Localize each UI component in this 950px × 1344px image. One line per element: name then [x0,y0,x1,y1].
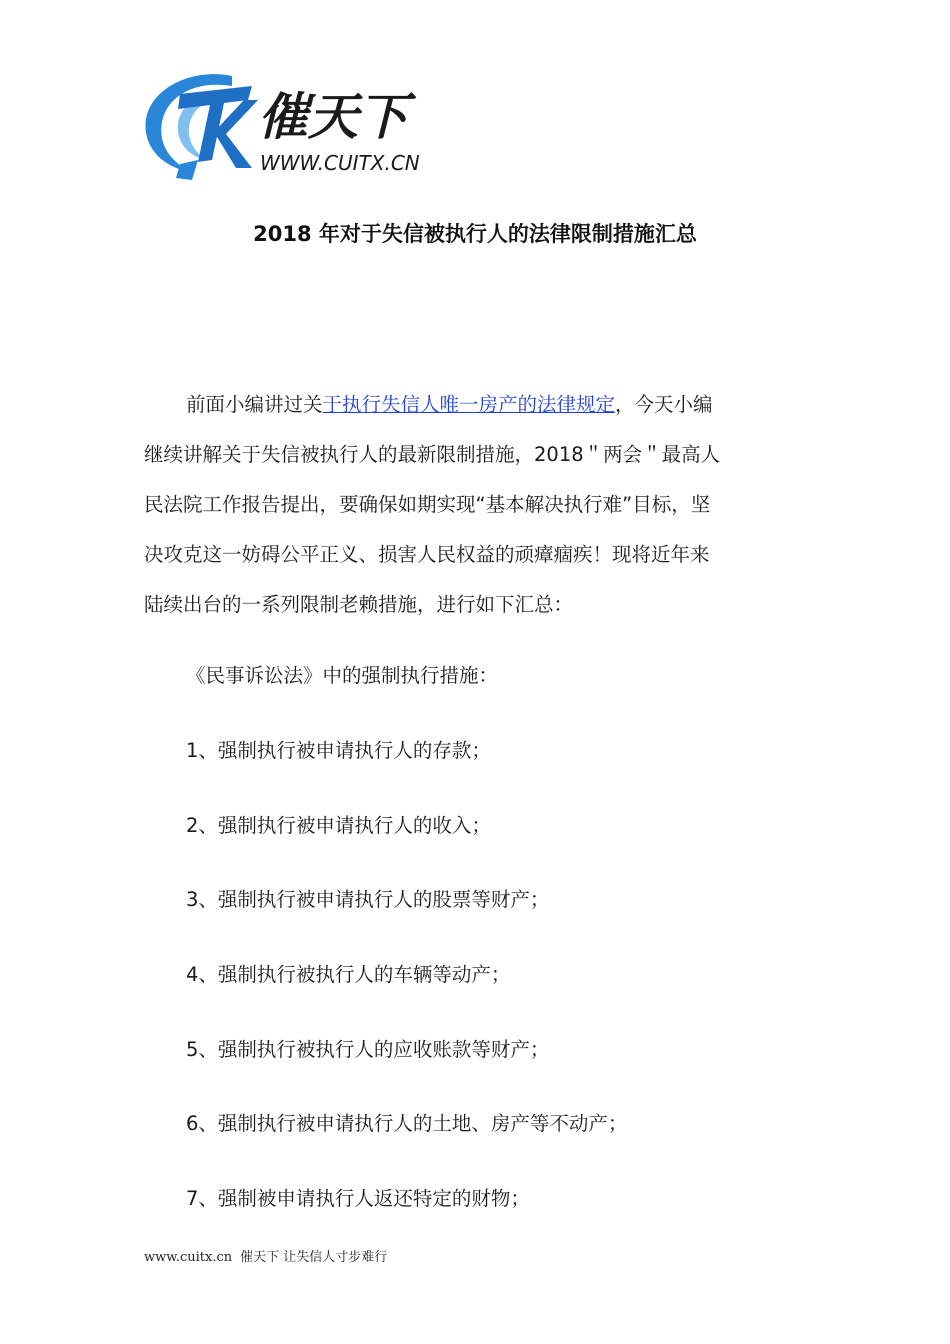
list-item: 2、强制执行被申请执行人的收入； [186,814,491,837]
intro-line: 决攻克这一妨碍公平正义、损害人民权益的顽瘴痼疾！现将近年来 [144,543,710,566]
section-heading: 《民事诉讼法》中的强制执行措施： [186,664,499,687]
footer-site: www.cuitx.cn [144,1250,233,1265]
list-item: 5、强制执行被执行人的应收账款等财产； [186,1038,550,1061]
intro-line: 陆续出台的一系列限制老赖措施，进行如下汇总： [144,593,574,616]
cuitx-logo [140,64,460,184]
intro-line: 民法院工作报告提出，要确保如期实现“基本解决执行难”目标，坚 [144,493,711,516]
logo-brand-text: 催天下 [258,88,408,146]
intro-after-link: ，今天小编 [615,393,713,416]
list-item: 6、强制执行被申请执行人的土地、房产等不动产； [186,1112,628,1135]
list-item: 4、强制执行被执行人的车辆等动产； [186,963,511,986]
intro-before-link: 前面小编讲过关 [186,393,323,416]
list-item: 1、强制执行被申请执行人的存款； [186,739,491,762]
intro-paragraph [144,380,784,630]
document-title: 2018 年对于失信被执行人的法律限制措施汇总 [253,222,697,246]
list-item: 7、强制被申请执行人返还特定的财物； [186,1187,530,1210]
logo-url-text: WWW.CUITX.CN [260,151,420,175]
page-footer [144,1246,387,1265]
intro-line: 继续讲解关于失信被执行人的最新限制措施，2018＂两会＂最高人 [144,443,721,466]
intro-line-1 [144,380,784,430]
list-item: 3、强制执行被申请执行人的股票等财产； [186,888,550,911]
footer-slogan: 催天下 让失信人寸步难行 [240,1250,388,1265]
property-law-link[interactable]: 于执行失信人唯一房产的法律规定 [322,393,616,416]
